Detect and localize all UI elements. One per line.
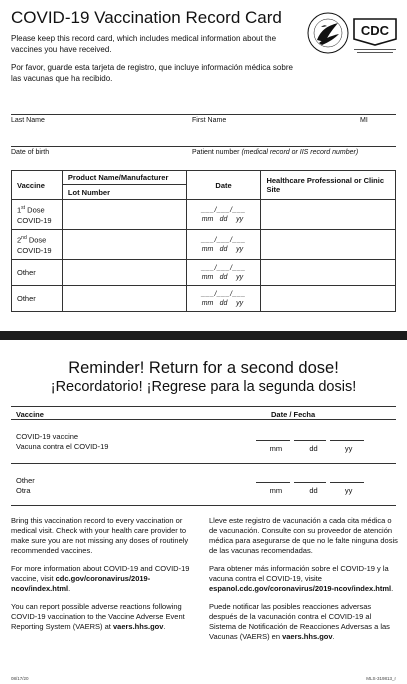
info-en-p1: Bring this vaccination record to every vaccination or medical visit. Check with your health care provider to make sure you are not missing any doses of routinely recommended vaccines. — [11, 516, 189, 555]
reminder-english: Reminder! Return for a second dose! — [68, 359, 339, 377]
back-row-covid — [11, 420, 396, 464]
back-header-date: Date / Fecha — [271, 410, 316, 419]
cdc-logo-icon — [352, 17, 398, 47]
other-2-label: Other — [12, 286, 63, 312]
header-vaccine: Vaccine — [12, 171, 63, 200]
info-es-p2: Para obtener más información sobre el COVID-19 y la vacuna contra el COVID-19, visite espanol.cdc.gov/coronavirus/2019-ncov/index.html. — [209, 564, 394, 593]
intro-english: Please keep this record card, which includes medical information about the vaccines you have received. — [11, 34, 277, 54]
cdc-logo-text: CDC — [360, 23, 390, 38]
dose-1-label: 1st Dose COVID-19 — [12, 200, 63, 230]
dose-row-2 — [12, 230, 396, 260]
name-field-row — [11, 114, 396, 124]
dose-2-product[interactable] — [62, 230, 186, 260]
footer-code: MLS-319813_r — [366, 676, 396, 681]
card-front — [0, 0, 407, 330]
back-header-vaccine: Vaccine — [16, 410, 44, 419]
dose-2-date[interactable]: ___/___/___ mm dd yy — [186, 230, 261, 260]
reminder-spanish: ¡Recordatorio! ¡Regrese para la segunda dosis! — [50, 379, 357, 395]
back-table-header — [11, 406, 396, 420]
back-row-covid-label: COVID-19 vaccine Vacuna contra el COVID-19 — [16, 432, 109, 451]
dose-2-label: 2nd Dose COVID-19 — [12, 230, 63, 260]
dose-1-product[interactable] — [62, 200, 186, 230]
dose-1-date[interactable]: ___/___/___ mm dd yy — [186, 200, 261, 230]
info-es-p3: Puede notificar las posibles reacciones adversas después de la vacunación contra el COVID-19 al Sistema de Notificación de Reacciones Adversas a las Vacunas (VAERS) en vaers.hhs.gov. — [209, 602, 390, 641]
info-en-p3: You can report possible adverse reactions following COVID-19 vaccination to the Vaccine Adverse Event Reporting System (VAERS) at vaers.hhs.gov. — [11, 602, 185, 631]
mi-label: MI — [360, 117, 368, 124]
info-spanish — [209, 516, 399, 650]
first-name-label: First Name — [192, 117, 227, 124]
card-divider — [0, 331, 407, 340]
dose-2-provider[interactable] — [261, 230, 396, 260]
vaers-link-en[interactable]: vaers.hhs.gov — [112, 622, 164, 631]
info-english — [11, 516, 201, 640]
other-1-provider[interactable] — [261, 260, 396, 286]
footer-date: 08/17/20 — [11, 676, 29, 681]
back-row-covid-date[interactable]: mm dd yy — [256, 434, 366, 453]
dose-1-provider[interactable] — [261, 200, 396, 230]
other-row-1 — [12, 260, 396, 286]
back-row-other-label: Other Otra — [16, 476, 35, 495]
other-row-2 — [12, 286, 396, 312]
cdc-caption-lines — [352, 48, 398, 56]
card-back — [0, 340, 407, 684]
info-es-p1: Lleve este registro de vacunación a cada cita médica o de vacunación. Consulte con su proveedor de atención médica para asegurarse de que no le falte ninguna dosis de las vacunas recomendadas. — [209, 516, 398, 555]
intro-spanish: Por favor, guarde esta tarjeta de registro, que incluye información médica sobre las vacunas que ha recibido. — [11, 63, 293, 83]
other-2-product[interactable] — [62, 286, 186, 312]
dose-row-1 — [12, 200, 396, 230]
other-1-product[interactable] — [62, 260, 186, 286]
other-1-date[interactable]: ___/___/___ mm dd yy — [186, 260, 261, 286]
header-date: Date — [186, 171, 261, 200]
last-name-label: Last Name — [11, 117, 45, 124]
patient-number-label: Patient number (medical record or IIS record number) — [192, 149, 359, 156]
back-row-other-date[interactable]: mm dd yy — [256, 476, 366, 495]
header-provider: Healthcare Professional or Clinic Site — [261, 171, 396, 200]
dob-field-row — [11, 146, 396, 156]
hhs-seal-icon — [307, 12, 349, 54]
back-row-other — [11, 464, 396, 506]
cdc-espanol-link[interactable]: espanol.cdc.gov/coronavirus/2019-ncov/index.html — [209, 584, 392, 593]
vaccination-table — [11, 170, 396, 312]
other-2-provider[interactable] — [261, 286, 396, 312]
dob-label: Date of birth — [11, 149, 50, 156]
vaers-link-es[interactable]: vaers.hhs.gov — [282, 632, 333, 641]
cdc-link[interactable]: cdc.gov/coronavirus/2019-ncov/index.html — [11, 574, 151, 593]
other-1-label: Other — [12, 260, 63, 286]
info-en-p2: For more information about COVID-19 and COVID-19 vaccine, visit cdc.gov/coronavirus/2019-ncov/index.html. — [11, 564, 190, 593]
header-lot: Lot Number — [62, 185, 186, 200]
header-product: Product Name/Manufacturer — [62, 171, 186, 185]
other-2-date[interactable]: ___/___/___ mm dd yy — [186, 286, 261, 312]
card-title: COVID-19 Vaccination Record Card — [11, 8, 282, 27]
